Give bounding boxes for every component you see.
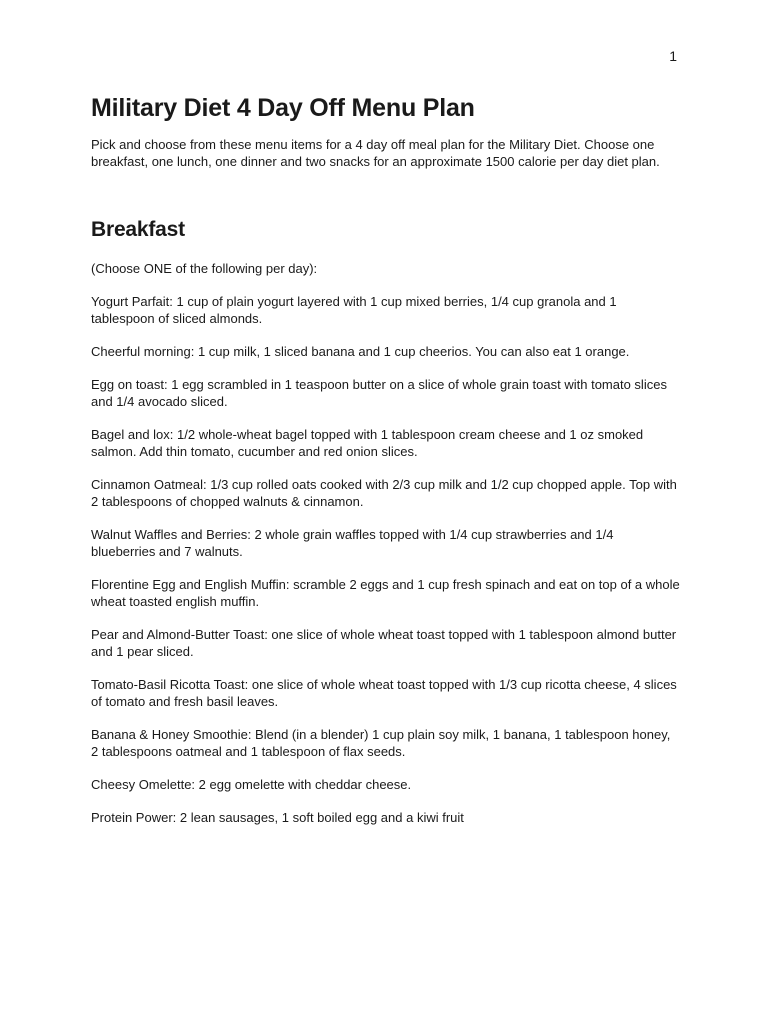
breakfast-item-walnut-waffles: Walnut Waffles and Berries: 2 whole grain waffles topped with 1/4 cup strawberries and 1/4 blueberries and 7 walnuts. — [91, 527, 614, 559]
breakfast-item-cinnamon-oatmeal: Cinnamon Oatmeal: 1/3 cup rolled oats cooked with 2/3 cup milk and 1/2 cup chopped apple. Top with 2 tablespoons of chopped walnuts & cinnamon. — [91, 477, 677, 509]
breakfast-item-yogurt-parfait: Yogurt Parfait: 1 cup of plain yogurt layered with 1 cup mixed berries, 1/4 cup granola and 1 tablespoon of sliced almonds. — [91, 294, 617, 326]
breakfast-item-banana-honey-smoothie: Banana & Honey Smoothie: Blend (in a blender) 1 cup plain soy milk, 1 banana, 1 tablespoon honey, 2 tablespoons oatmeal and 1 tablespoon of flax seeds. — [91, 727, 671, 759]
breakfast-item-tomato-basil-toast: Tomato-Basil Ricotta Toast: one slice of whole wheat toast topped with 1/3 cup ricotta cheese, 4 slices of tomato and fresh basil leaves. — [91, 677, 677, 709]
breakfast-item-florentine-egg: Florentine Egg and English Muffin: scramble 2 eggs and 1 cup fresh spinach and eat on top of a whole wheat toasted english muffin. — [91, 577, 680, 609]
breakfast-item-list — [91, 293, 681, 826]
intro-paragraph: Pick and choose from these menu items for a 4 day off meal plan for the Military Diet. Choose one breakfast, one lunch, one dinner and two snacks for an approximate 1500 calorie per day diet plan. — [91, 137, 660, 169]
breakfast-item-bagel-and-lox: Bagel and lox: 1/2 whole-wheat bagel topped with 1 tablespoon cream cheese and 1 oz smoked salmon. Add thin tomato, cucumber and red onion slices. — [91, 427, 644, 459]
breakfast-instruction: (Choose ONE of the following per day): — [91, 261, 318, 276]
breakfast-item-protein-power: Protein Power: 2 lean sausages, 1 soft boiled egg and a kiwi fruit — [91, 810, 464, 825]
breakfast-heading: Breakfast — [91, 218, 185, 241]
breakfast-item-cheerful-morning: Cheerful morning: 1 cup milk, 1 sliced banana and 1 cup cheerios. You can also eat 1 orange. — [91, 344, 630, 359]
breakfast-item-egg-on-toast: Egg on toast: 1 egg scrambled in 1 teaspoon butter on a slice of whole grain toast with tomato slices and 1/4 avocado sliced. — [91, 377, 667, 409]
breakfast-item-pear-almond-toast: Pear and Almond-Butter Toast: one slice of whole wheat toast topped with 1 tablespoon almond butter and 1 pear sliced. — [91, 627, 677, 659]
page-title: Military Diet 4 Day Off Menu Plan — [91, 94, 475, 122]
page-content — [91, 92, 681, 842]
page-number: 1 — [669, 48, 677, 64]
breakfast-item-cheesy-omelette: Cheesy Omelette: 2 egg omelette with cheddar cheese. — [91, 777, 412, 792]
